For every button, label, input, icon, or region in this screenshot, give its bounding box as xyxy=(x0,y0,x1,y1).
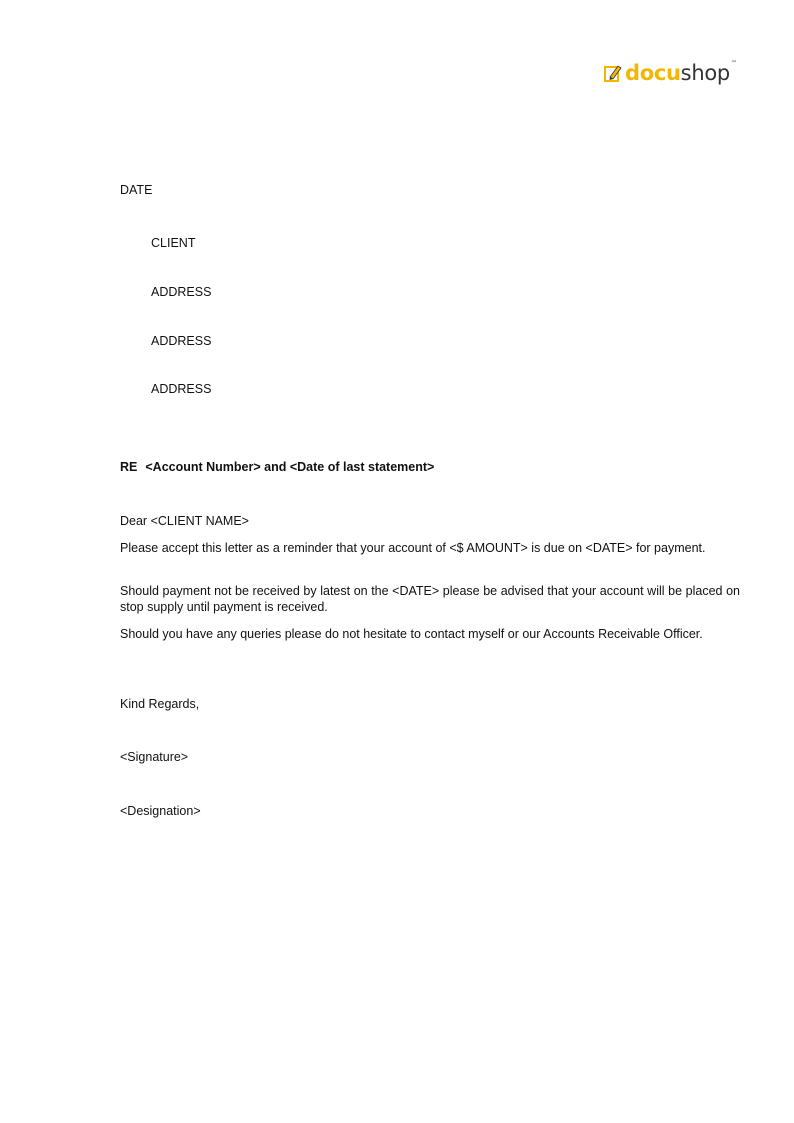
salutation: Dear <CLIENT NAME> xyxy=(120,514,249,528)
closing: Kind Regards, xyxy=(120,697,200,711)
logo-word-shop: shop xyxy=(680,60,730,85)
signature-placeholder: <Signature> xyxy=(120,750,189,764)
logo-trademark: ™ xyxy=(730,59,737,67)
body-paragraph-queries: Should you have any queries please do not hesitate to contact myself or our Accounts Receivable Officer. xyxy=(120,627,703,641)
recipient-client: CLIENT xyxy=(151,236,196,250)
recipient-address-line-1: ADDRESS xyxy=(151,285,212,299)
recipient-address-line-3: ADDRESS xyxy=(151,382,212,396)
body-paragraph-stop-supply: Should payment not be received by latest on the <DATE> please be advised that your account will be placed on stop supply until payment is received. xyxy=(120,584,740,614)
logo-word-docu: docu xyxy=(625,60,681,85)
subject-line xyxy=(120,459,434,475)
body-paragraph-reminder: Please accept this letter as a reminder that your account of <$ AMOUNT> is due on <DATE> for payment. xyxy=(120,541,706,555)
subject-text: <Account Number> and <Date of last statement> xyxy=(145,460,435,474)
logo-wordmark xyxy=(625,59,737,85)
subject-label: RE xyxy=(120,460,138,474)
designation-placeholder: <Designation> xyxy=(120,804,201,818)
recipient-address-line-2: ADDRESS xyxy=(151,334,212,348)
docushop-logo xyxy=(603,60,737,86)
pencil-note-icon xyxy=(603,63,623,83)
letter-date: DATE xyxy=(120,183,153,197)
